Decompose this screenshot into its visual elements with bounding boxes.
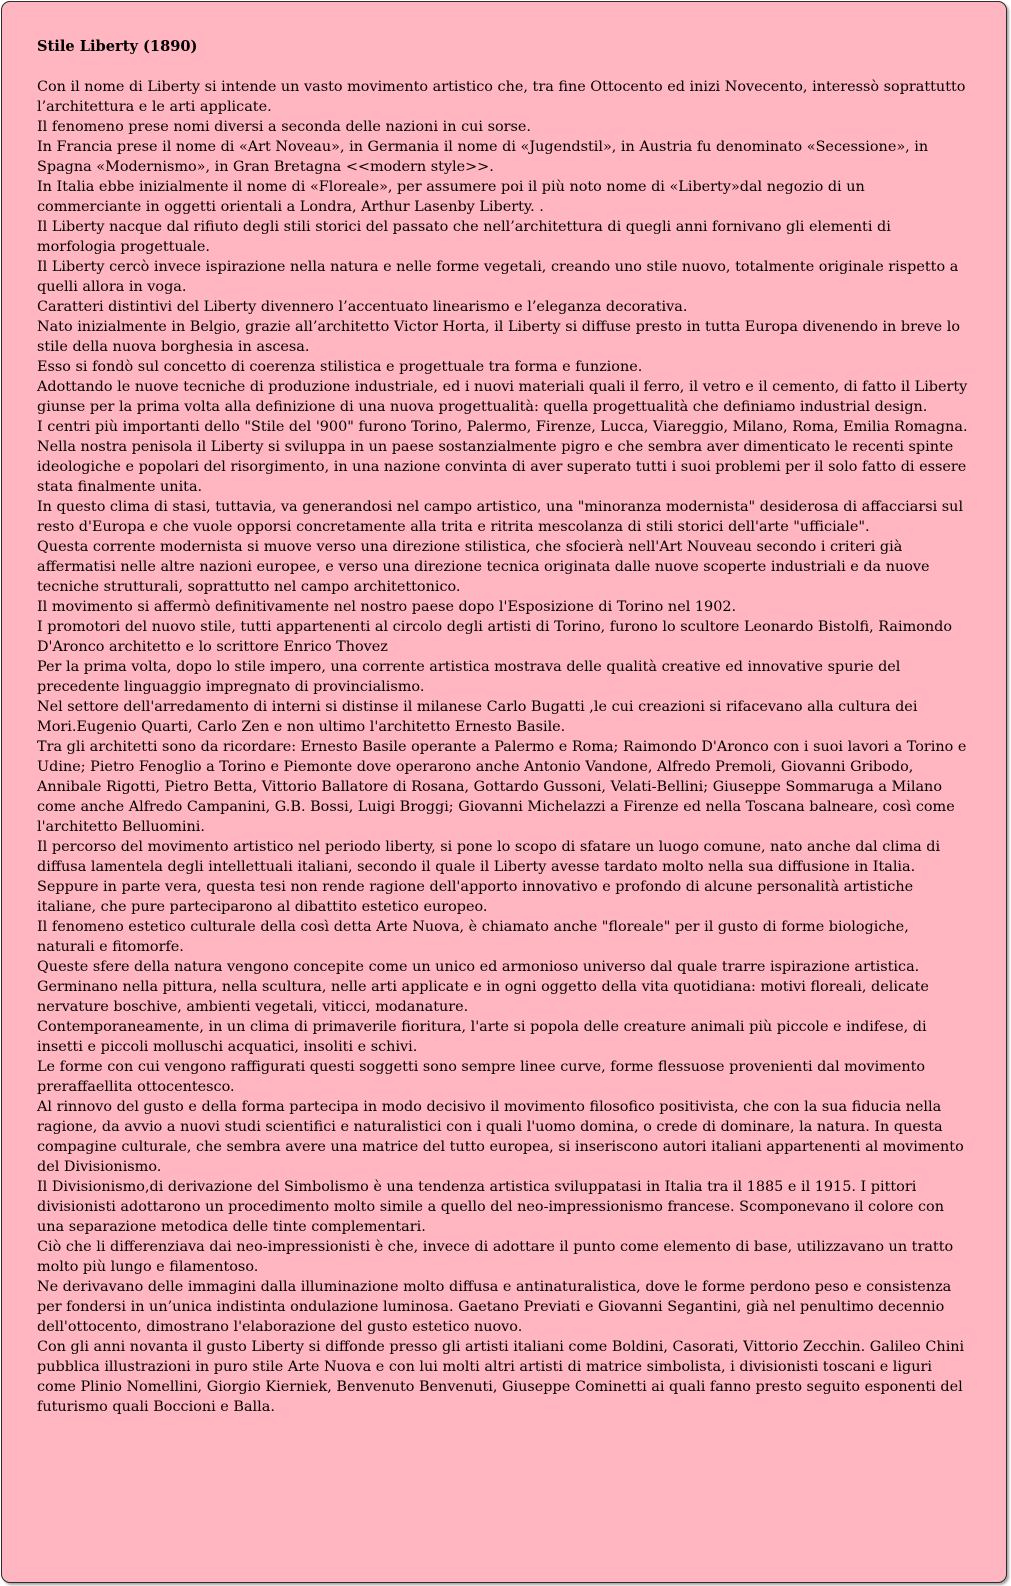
- paragraph: Il Divisionismo,di derivazione del Simbolismo è una tendenza artistica sviluppatasi in Italia tra il 1885 e il 1915. I pittori divisionisti adottarono un procedimento molto simile a quello del neo-impressionismo francese. Scomponevano il colore con una separazione metodica delle tinte complementari.: [37, 1179, 944, 1235]
- paragraph: Il Liberty cercò invece ispirazione nella natura e nelle forme vegetali, creando uno stile nuovo, totalmente originale rispetto a quelli allora in voga.: [37, 259, 959, 295]
- paragraph: Contemporaneamente, in un clima di primaverile fioritura, l'arte si popola delle creature animali più piccole e indifese, di insetti e piccoli molluschi acquatici, insoliti e schivi.: [37, 1019, 927, 1055]
- paragraph: Con il nome di Liberty si intende un vasto movimento artistico che, tra fine Ottocento ed inizi Novecento, interessò soprattutto l’architettura e le arti applicate.: [37, 79, 966, 115]
- paragraph: Queste sfere della natura vengono concepite come un unico ed armonioso universo dal quale trarre ispirazione artistica.: [37, 959, 920, 975]
- paragraph: In questo clima di stasi, tuttavia, va generandosi nel campo artistico, una "minoranza modernista" desiderosa di affacciarsi sul resto d'Europa e che vuole opporsi concretamente alla trita e ritrita mescolanza di stili storici dell'arte "ufficiale".: [37, 499, 964, 535]
- paragraph: Il Liberty nacque dal rifiuto degli stili storici del passato che nell’architettura di quegli anni fornivano gli elementi di morfologia progettuale.: [37, 219, 891, 255]
- paragraph: Con gli anni novanta il gusto Liberty si diffonde presso gli artisti italiani come Boldini, Casorati, Vittorio Zecchin. Galileo Chini pubblica illustrazioni in puro stile Arte Nuova e con lui molti altri artisti di matrice simbolista, i divisionisti toscani e liguri come Plinio Nomellini, Giorgio Kierniek, Benvenuto Benvenuti, Giuseppe Cominetti ai quali fanno presto seguito esponenti del futurismo quali Boccioni e Balla.: [37, 1339, 965, 1415]
- paragraph: I centri più importanti dello "Stile del '900" furono Torino, Palermo, Firenze, Lucca, Viareggio, Milano, Roma, Emilia Romagna.: [37, 419, 968, 435]
- paragraph: Le forme con cui vengono raffigurati questi soggetti sono sempre linee curve, forme flessuose provenienti dal movimento preraffaellita ottocentesco.: [37, 1059, 926, 1095]
- paragraph: Ne derivavano delle immagini dalla illuminazione molto diffusa e antinaturalistica, dove le forme perdono peso e consistenza per fondersi in un’unica indistinta ondulazione luminosa. Gaetano Previati e Giovanni Segantini, già nel penultimo decennio dell'ottocento, dimostrano l'elaborazione del gusto estetico nuovo.: [37, 1279, 952, 1335]
- paragraph: Nella nostra penisola il Liberty si sviluppa in un paese sostanzialmente pigro e che sembra aver dimenticato le recenti spinte ideologiche e popolari del risorgimento, in una nazione convinta di aver superato tutti i suoi problemi per il solo fatto di essere stata finalmente unita.: [37, 439, 967, 495]
- paragraph: Il movimento si affermò definitivamente nel nostro paese dopo l'Esposizione di Torino nel 1902.: [37, 599, 737, 615]
- paragraph: Al rinnovo del gusto e della forma partecipa in modo decisivo il movimento filosofico positivista, che con la sua fiducia nella ragione, da avvio a nuovi studi scientifici e naturalistici con i quali l'uomo domina, o crede di dominare, la natura. In questa compagine culturale, che sembra avere una matrice del tutto europea, si inseriscono autori italiani appartenenti al movimento del Divisionismo.: [37, 1099, 964, 1175]
- paragraph: Per la prima volta, dopo lo stile impero, una corrente artistica mostrava delle qualità creative ed innovative spurie del precedente linguaggio impregnato di provincialismo.: [37, 659, 901, 695]
- paragraph: Caratteri distintivi del Liberty divennero l’accentuato linearismo e l’eleganza decorativa.: [37, 299, 688, 315]
- article-title: Stile Liberty (1890): [37, 38, 198, 55]
- paragraph: Germinano nella pittura, nella scultura, nelle arti applicate e in ogni oggetto della vita quotidiana: motivi floreali, delicate nervature boschive, ambienti vegetali, viticci, modanature.: [37, 979, 929, 1015]
- paragraph: Adottando le nuove tecniche di produzione industriale, ed i nuovi materiali quali il ferro, il vetro e il cemento, di fatto il Liberty giunse per la prima volta alla definizione di una nuova progettualità: quella progettualità che definiamo industrial design.: [37, 379, 968, 415]
- paragraph: Il fenomeno prese nomi diversi a seconda delle nazioni in cui sorse.: [37, 119, 531, 135]
- paragraph: Questa corrente modernista si muove verso una direzione stilistica, che sfocierà nell'Art Nouveau secondo i criteri già affermatisi nelle altre nazioni europee, e verso una direzione tecnica originata dalle nuove scoperte industriali e da nuove tecniche strutturali, soprattutto nel campo architettonico.: [37, 539, 930, 595]
- paragraph: Esso si fondò sul concetto di coerenza stilistica e progettuale tra forma e funzione.: [37, 359, 643, 375]
- article-body: [37, 77, 970, 1417]
- paragraph: Nel settore dell'arredamento di interni si distinse il milanese Carlo Bugatti ,le cui creazioni si rifacevano alla cultura dei Mori.Eugenio Quarti, Carlo Zen e non ultimo l'architetto Ernesto Basile.: [37, 699, 918, 735]
- paragraph: Tra gli architetti sono da ricordare: Ernesto Basile operante a Palermo e Roma; Raimondo D'Aronco con i suoi lavori a Torino e Udine; Pietro Fenoglio a Torino e Piemonte dove operarono anche Antonio Vandone, Alfredo Premoli, Giovanni Gribodo, Annibale Rigotti, Pietro Betta, Vittorio Ballatore di Rosana, Gottardo Gussoni, Velati-Bellini; Giuseppe Sommaruga a Milano come anche Alfredo Campanini, G.B. Bossi, Luigi Broggi; Giovanni Michelazzi a Firenze ed nella Toscana balneare, così come l'architetto Belluomini.: [37, 739, 967, 835]
- paragraph: I promotori del nuovo stile, tutti appartenenti al circolo degli artisti di Torino, furono lo scultore Leonardo Bistolfi, Raimondo D'Aronco architetto e lo scrittore Enrico Thovez: [37, 619, 953, 655]
- paragraph: Il percorso del movimento artistico nel periodo liberty, si pone lo scopo di sfatare un luogo comune, nato anche dal clima di diffusa lamentela degli intellettuali italiani, secondo il quale il Liberty avesse tardato molto nella sua diffusione in Italia.: [37, 839, 941, 875]
- paragraph: Nato inizialmente in Belgio, grazie all’architetto Victor Horta, il Liberty si diffuse presto in tutta Europa divenendo in breve lo stile della nuova borghesia in ascesa.: [37, 319, 960, 355]
- article-panel: [1, 1, 1007, 1583]
- paragraph: In Italia ebbe inizialmente il nome di «Floreale», per assumere poi il più noto nome di «Liberty»dal negozio di un commerciante in oggetti orientali a Londra, Arthur Lasenby Liberty. .: [37, 179, 865, 215]
- paragraph: Ciò che li differenziava dai neo-impressionisti è che, invece di adottare il punto come elemento di base, utilizzavano un tratto molto più lungo e filamentoso.: [37, 1239, 954, 1275]
- paragraph: In Francia prese il nome di «Art Noveau», in Germania il nome di «Jugendstil», in Austria fu denominato «Secessione», in Spagna «Modernismo», in Gran Bretagna <<modern style>>.: [37, 139, 929, 175]
- paragraph: Il fenomeno estetico culturale della così detta Arte Nuova, è chiamato anche "floreale" per il gusto di forme biologiche, naturali e fitomorfe.: [37, 919, 909, 955]
- paragraph: Seppure in parte vera, questa tesi non rende ragione dell'apporto innovativo e profondo di alcune personalità artistiche italiane, che pure parteciparono al dibattito estetico europeo.: [37, 879, 914, 915]
